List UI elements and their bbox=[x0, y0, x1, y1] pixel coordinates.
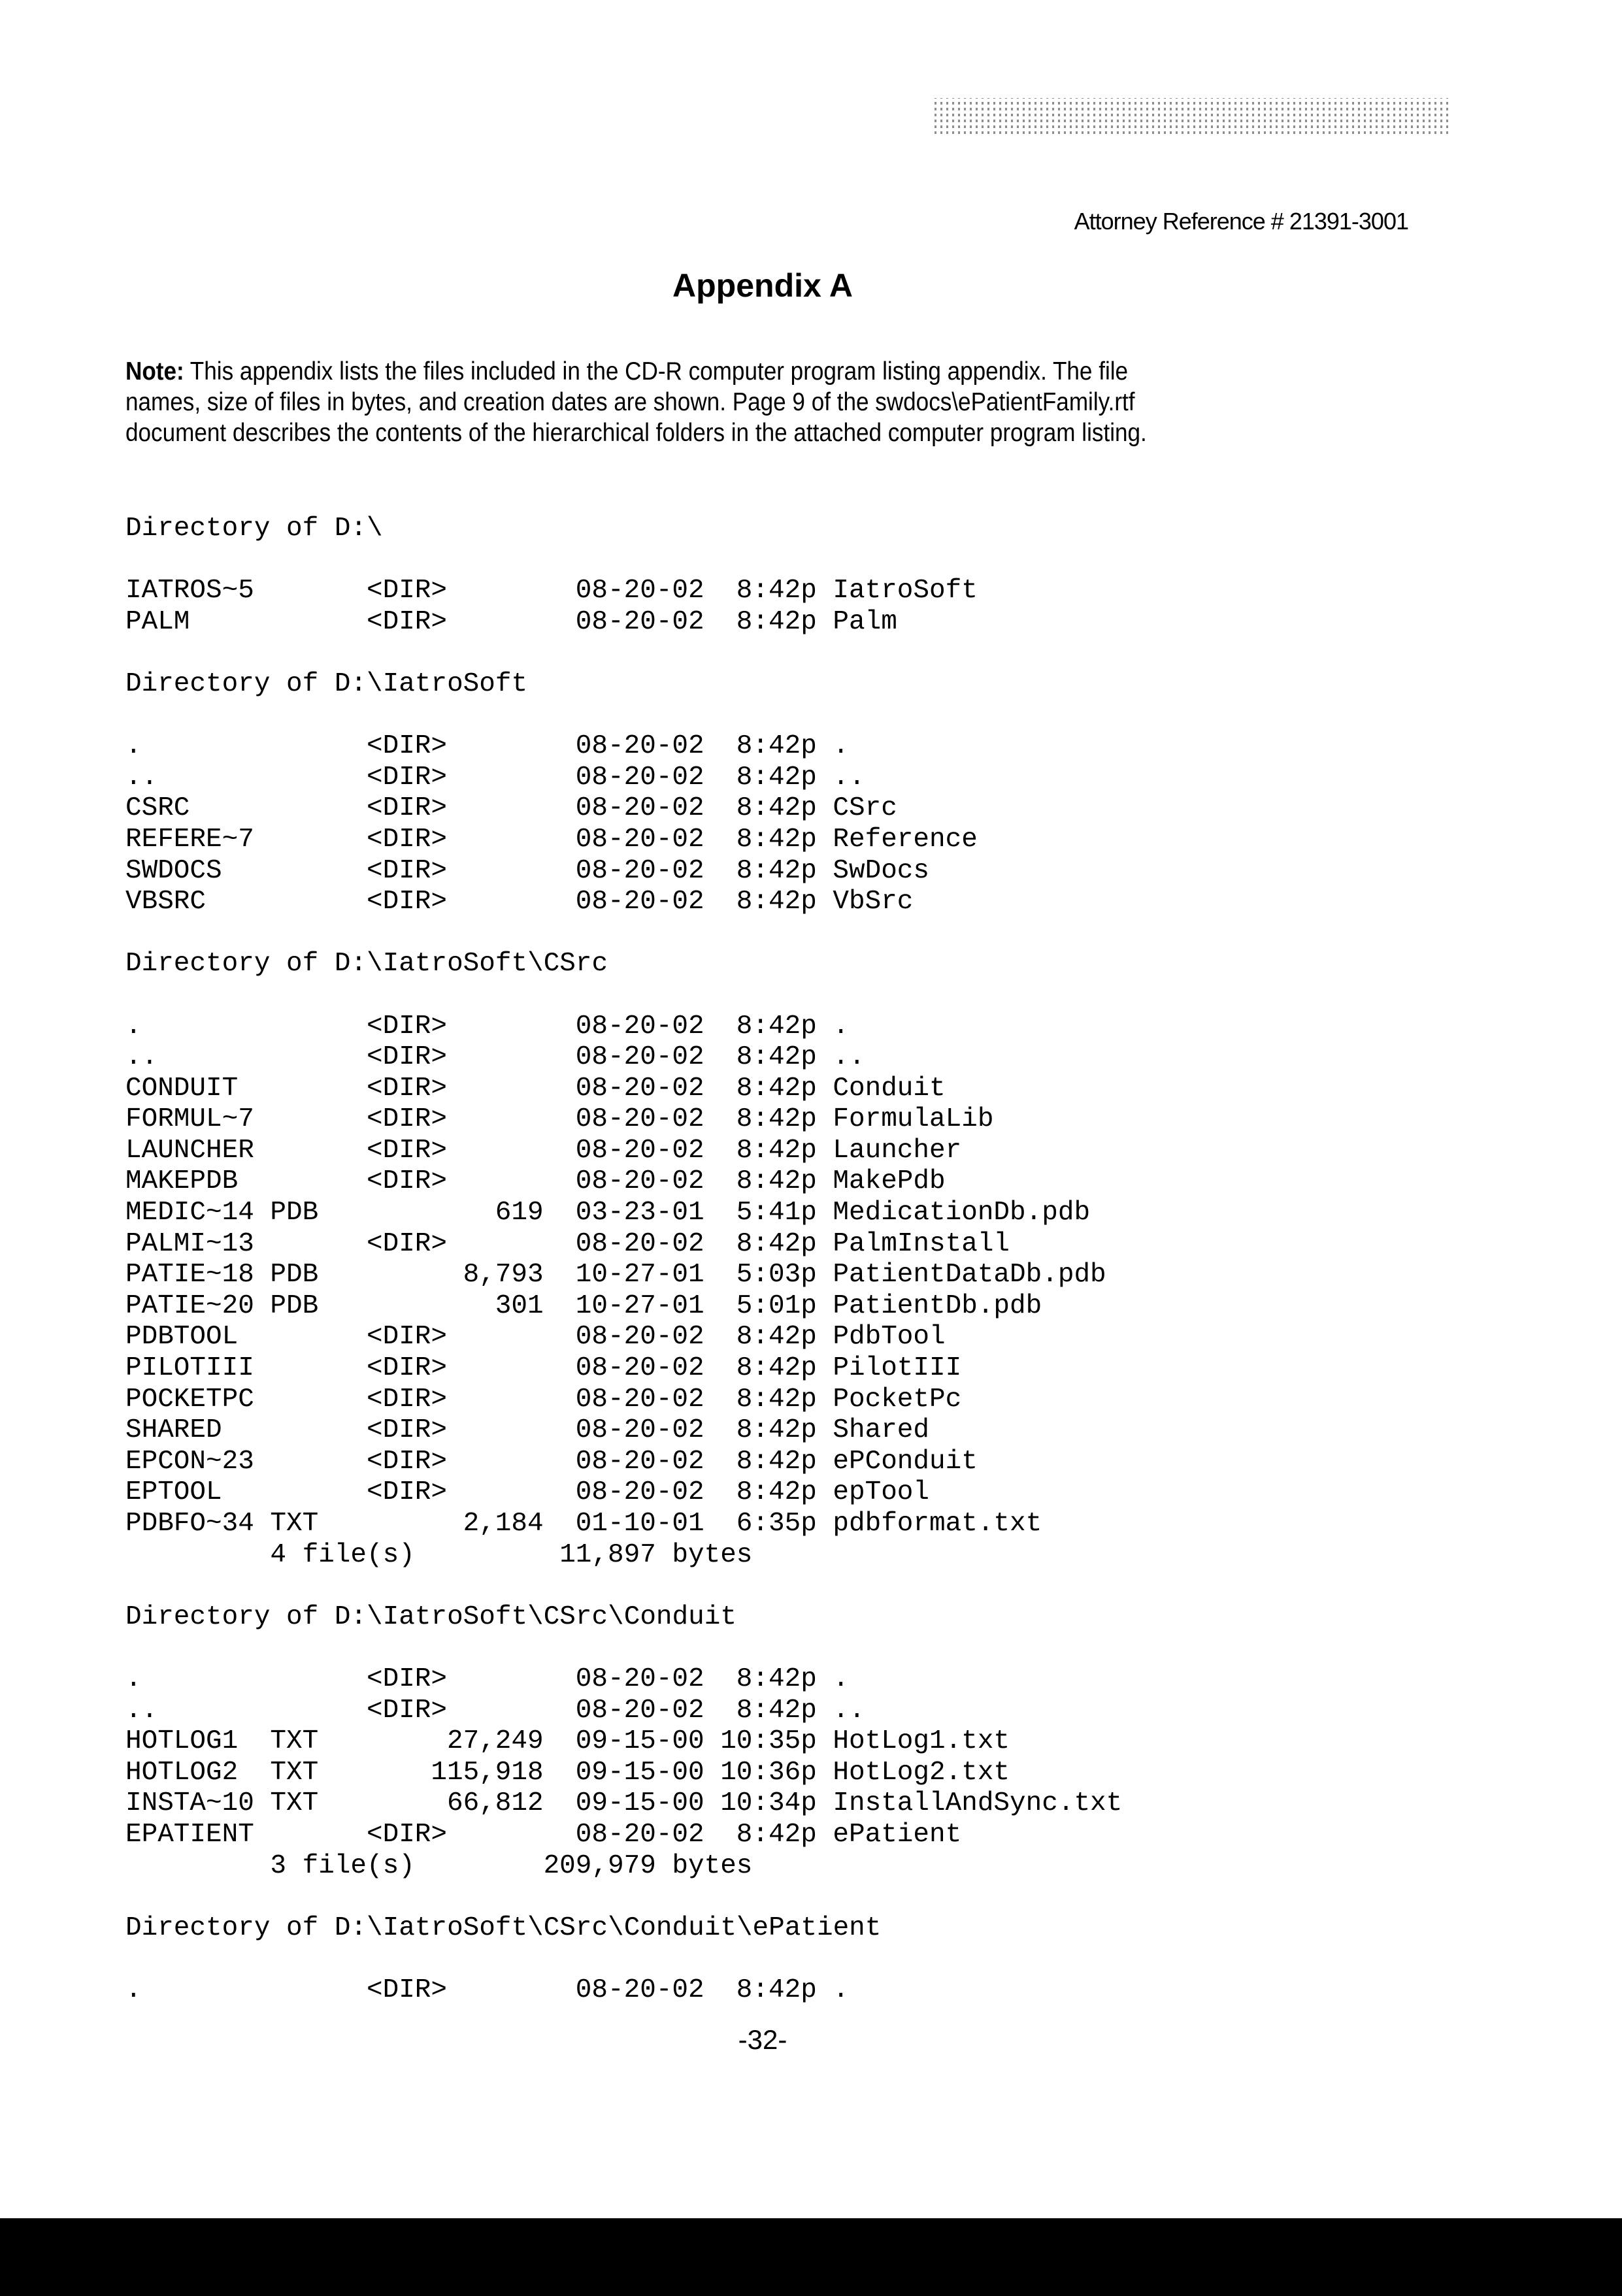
file-date: 08-20-02 bbox=[576, 763, 704, 794]
file-date: 08-20-02 bbox=[576, 1415, 704, 1447]
file-extension: TXT bbox=[270, 1726, 318, 1758]
file-entry bbox=[125, 1385, 1563, 1416]
file-time: 10:34p bbox=[720, 1788, 817, 1820]
directory-summary bbox=[125, 1540, 1563, 1571]
note-line-2: names, size of files in bytes, and creation dates are shown. Page 9 of the swdocs\ePatientFamily.rtf bbox=[125, 387, 1147, 418]
long-name: PalmInstall bbox=[833, 1229, 1010, 1260]
file-size: 619 bbox=[495, 1198, 544, 1229]
file-date: 01-10-01 bbox=[576, 1509, 704, 1540]
short-name: .. bbox=[125, 1696, 157, 1727]
scan-border bbox=[0, 2218, 1622, 2296]
file-entry bbox=[125, 1509, 1563, 1540]
file-entry bbox=[125, 1447, 1563, 1478]
long-name: epTool bbox=[833, 1477, 929, 1509]
file-entry bbox=[125, 731, 1563, 763]
dir-marker: <DIR> bbox=[367, 1166, 447, 1198]
long-name: .. bbox=[833, 1042, 865, 1074]
file-date: 08-20-02 bbox=[576, 1820, 704, 1851]
file-entry bbox=[125, 1353, 1563, 1385]
directory-header bbox=[125, 1602, 1563, 1633]
file-entry bbox=[125, 1042, 1563, 1074]
file-time: 6:35p bbox=[737, 1509, 817, 1540]
blank-line bbox=[125, 1633, 1563, 1664]
file-size: 66,812 bbox=[447, 1788, 544, 1820]
long-name: . bbox=[833, 1011, 849, 1043]
file-time: 5:41p bbox=[737, 1198, 817, 1229]
long-name: HotLog1.txt bbox=[833, 1726, 1010, 1758]
dir-marker: <DIR> bbox=[367, 825, 447, 856]
file-time: 8:42p bbox=[737, 1011, 817, 1043]
file-time: 10:36p bbox=[720, 1758, 817, 1789]
file-date: 08-20-02 bbox=[576, 1975, 704, 2007]
file-time: 5:03p bbox=[737, 1260, 817, 1291]
dir-marker: <DIR> bbox=[367, 1696, 447, 1727]
file-extension: TXT bbox=[270, 1788, 318, 1820]
short-name: REFERE~7 bbox=[125, 825, 254, 856]
file-time: 8:42p bbox=[737, 1415, 817, 1447]
file-entry bbox=[125, 1229, 1563, 1260]
long-name: Launcher bbox=[833, 1136, 961, 1167]
file-date: 08-20-02 bbox=[576, 856, 704, 887]
short-name: PDBTOOL bbox=[125, 1322, 238, 1353]
file-time: 8:42p bbox=[737, 1385, 817, 1416]
dir-marker: <DIR> bbox=[367, 1229, 447, 1260]
blank-line bbox=[125, 1882, 1563, 1913]
directory-header bbox=[125, 949, 1563, 980]
short-name: PDBFO~34 bbox=[125, 1509, 254, 1540]
short-name: .. bbox=[125, 1042, 157, 1074]
short-name: CSRC bbox=[125, 793, 190, 825]
file-time: 8:42p bbox=[737, 607, 817, 638]
blank-line bbox=[125, 545, 1563, 576]
file-time: 8:42p bbox=[737, 1447, 817, 1478]
long-name: .. bbox=[833, 1696, 865, 1727]
file-entry bbox=[125, 607, 1563, 638]
file-extension: PDB bbox=[270, 1260, 318, 1291]
short-name: LAUNCHER bbox=[125, 1136, 254, 1167]
file-date: 10-27-01 bbox=[576, 1260, 704, 1291]
file-entry bbox=[125, 1788, 1563, 1820]
short-name: MEDIC~14 bbox=[125, 1198, 254, 1229]
file-size: 8,793 bbox=[463, 1260, 544, 1291]
file-time: 8:42p bbox=[737, 1975, 817, 2007]
dir-marker: <DIR> bbox=[367, 576, 447, 607]
file-size: 115,918 bbox=[431, 1758, 543, 1789]
file-date: 08-20-02 bbox=[576, 1042, 704, 1074]
short-name: EPCON~23 bbox=[125, 1447, 254, 1478]
file-date: 08-20-02 bbox=[576, 1104, 704, 1136]
long-name: . bbox=[833, 731, 849, 763]
file-extension: TXT bbox=[270, 1758, 318, 1789]
short-name: . bbox=[125, 1975, 142, 2007]
short-name: SWDOCS bbox=[125, 856, 222, 887]
file-time: 8:42p bbox=[737, 1042, 817, 1074]
file-entry bbox=[125, 1291, 1563, 1322]
page-number: -32- bbox=[0, 2024, 1525, 2056]
file-date: 08-20-02 bbox=[576, 1166, 704, 1198]
file-size: 2,184 bbox=[463, 1509, 544, 1540]
dir-marker: <DIR> bbox=[367, 1074, 447, 1105]
file-entry bbox=[125, 825, 1563, 856]
file-entry bbox=[125, 1758, 1563, 1789]
dir-marker: <DIR> bbox=[367, 731, 447, 763]
dir-marker: <DIR> bbox=[367, 793, 447, 825]
file-time: 10:35p bbox=[720, 1726, 817, 1758]
file-entry bbox=[125, 1104, 1563, 1136]
file-entry bbox=[125, 1664, 1563, 1696]
file-time: 5:01p bbox=[737, 1291, 817, 1322]
file-date: 08-20-02 bbox=[576, 1229, 704, 1260]
short-name: PALMI~13 bbox=[125, 1229, 254, 1260]
directory-path: Directory of D:\IatroSoft\CSrc bbox=[125, 949, 608, 980]
total-bytes: 11,897 bbox=[559, 1540, 656, 1571]
short-name: PALM bbox=[125, 607, 190, 638]
dir-marker: <DIR> bbox=[367, 763, 447, 794]
file-time: 8:42p bbox=[737, 1166, 817, 1198]
file-count: 4 file(s) bbox=[270, 1540, 414, 1571]
file-entry bbox=[125, 1696, 1563, 1727]
long-name: ePatient bbox=[833, 1820, 961, 1851]
short-name: POCKETPC bbox=[125, 1385, 254, 1416]
file-time: 8:42p bbox=[737, 1104, 817, 1136]
file-date: 08-20-02 bbox=[576, 825, 704, 856]
long-name: PatientDb.pdb bbox=[833, 1291, 1042, 1322]
file-entry bbox=[125, 1011, 1563, 1043]
file-date: 08-20-02 bbox=[576, 887, 704, 918]
file-count: 3 file(s) bbox=[270, 1851, 414, 1882]
dir-marker: <DIR> bbox=[367, 856, 447, 887]
long-name: HotLog2.txt bbox=[833, 1758, 1010, 1789]
long-name: SwDocs bbox=[833, 856, 929, 887]
file-date: 09-15-00 bbox=[576, 1726, 704, 1758]
long-name: VbSrc bbox=[833, 887, 913, 918]
note-paragraph bbox=[125, 356, 1260, 448]
total-bytes: 209,979 bbox=[544, 1851, 656, 1882]
file-entry bbox=[125, 793, 1563, 825]
file-extension: PDB bbox=[270, 1198, 318, 1229]
file-entry bbox=[125, 1415, 1563, 1447]
file-date: 09-15-00 bbox=[576, 1788, 704, 1820]
file-time: 8:42p bbox=[737, 731, 817, 763]
blank-line bbox=[125, 638, 1563, 669]
file-time: 8:42p bbox=[737, 576, 817, 607]
file-date: 08-20-02 bbox=[576, 1074, 704, 1105]
file-time: 8:42p bbox=[737, 793, 817, 825]
long-name: PocketPc bbox=[833, 1385, 961, 1416]
file-entry bbox=[125, 763, 1563, 794]
directory-path: Directory of D:\IatroSoft bbox=[125, 669, 527, 700]
scanned-stamp-marks bbox=[935, 98, 1451, 134]
long-name: . bbox=[833, 1664, 849, 1696]
dir-marker: <DIR> bbox=[367, 1820, 447, 1851]
blank-line bbox=[125, 980, 1563, 1011]
bytes-label: bytes bbox=[672, 1851, 752, 1882]
file-date: 08-20-02 bbox=[576, 1385, 704, 1416]
short-name: PATIE~18 bbox=[125, 1260, 254, 1291]
file-date: 08-20-02 bbox=[576, 576, 704, 607]
note-label: Note: bbox=[125, 357, 184, 385]
note-text: This appendix lists the files included in the CD-R computer program listing appendix. The file bbox=[184, 357, 1128, 385]
file-entry bbox=[125, 1074, 1563, 1105]
long-name: .. bbox=[833, 763, 865, 794]
short-name: EPATIENT bbox=[125, 1820, 254, 1851]
dir-marker: <DIR> bbox=[367, 1322, 447, 1353]
short-name: . bbox=[125, 1011, 142, 1043]
directory-path: Directory of D:\IatroSoft\CSrc\Conduit\ePatient bbox=[125, 1913, 881, 1944]
file-entry bbox=[125, 1198, 1563, 1229]
file-date: 08-20-02 bbox=[576, 1696, 704, 1727]
file-date: 08-20-02 bbox=[576, 1447, 704, 1478]
long-name: CSrc bbox=[833, 793, 897, 825]
file-time: 8:42p bbox=[737, 763, 817, 794]
file-size: 27,249 bbox=[447, 1726, 544, 1758]
long-name: InstallAndSync.txt bbox=[833, 1788, 1122, 1820]
file-date: 08-20-02 bbox=[576, 793, 704, 825]
file-time: 8:42p bbox=[737, 1074, 817, 1105]
file-entry bbox=[125, 1820, 1563, 1851]
dir-marker: <DIR> bbox=[367, 607, 447, 638]
file-time: 8:42p bbox=[737, 1353, 817, 1385]
file-entry bbox=[125, 856, 1563, 887]
directory-header bbox=[125, 1913, 1563, 1944]
file-date: 08-20-02 bbox=[576, 1322, 704, 1353]
file-time: 8:42p bbox=[737, 825, 817, 856]
dir-marker: <DIR> bbox=[367, 1011, 447, 1043]
blank-line bbox=[125, 1571, 1563, 1602]
short-name: HOTLOG2 bbox=[125, 1758, 238, 1789]
file-date: 08-20-02 bbox=[576, 731, 704, 763]
dir-marker: <DIR> bbox=[367, 1975, 447, 2007]
long-name: pdbformat.txt bbox=[833, 1509, 1042, 1540]
short-name: HOTLOG1 bbox=[125, 1726, 238, 1758]
directory-path: Directory of D:\ bbox=[125, 514, 383, 545]
file-date: 03-23-01 bbox=[576, 1198, 704, 1229]
file-entry bbox=[125, 1136, 1563, 1167]
directory-header bbox=[125, 669, 1563, 700]
long-name: Conduit bbox=[833, 1074, 945, 1105]
long-name: ePConduit bbox=[833, 1447, 977, 1478]
long-name: PatientDataDb.pdb bbox=[833, 1260, 1106, 1291]
short-name: . bbox=[125, 1664, 142, 1696]
short-name: VBSRC bbox=[125, 887, 206, 918]
short-name: .. bbox=[125, 763, 157, 794]
bytes-label: bytes bbox=[672, 1540, 752, 1571]
file-date: 09-15-00 bbox=[576, 1758, 704, 1789]
short-name: IATROS~5 bbox=[125, 576, 254, 607]
file-date: 08-20-02 bbox=[576, 1353, 704, 1385]
dir-marker: <DIR> bbox=[367, 1415, 447, 1447]
long-name: FormulaLib bbox=[833, 1104, 993, 1136]
file-time: 8:42p bbox=[737, 1322, 817, 1353]
directory-header bbox=[125, 514, 1563, 545]
long-name: PilotIII bbox=[833, 1353, 961, 1385]
dir-marker: <DIR> bbox=[367, 1353, 447, 1385]
short-name: PILOTIII bbox=[125, 1353, 254, 1385]
file-entry bbox=[125, 1322, 1563, 1353]
short-name: SHARED bbox=[125, 1415, 222, 1447]
directory-summary bbox=[125, 1851, 1563, 1882]
dir-marker: <DIR> bbox=[367, 887, 447, 918]
file-date: 08-20-02 bbox=[576, 1011, 704, 1043]
long-name: . bbox=[833, 1975, 849, 2007]
dir-marker: <DIR> bbox=[367, 1385, 447, 1416]
file-time: 8:42p bbox=[737, 1136, 817, 1167]
dir-marker: <DIR> bbox=[367, 1477, 447, 1509]
file-entry bbox=[125, 1975, 1563, 2007]
short-name: MAKEPDB bbox=[125, 1166, 238, 1198]
short-name: FORMUL~7 bbox=[125, 1104, 254, 1136]
note-line-3: document describes the contents of the hierarchical folders in the attached computer program listing. bbox=[125, 418, 1147, 448]
file-entry bbox=[125, 1477, 1563, 1509]
blank-line bbox=[125, 1944, 1563, 1975]
file-date: 10-27-01 bbox=[576, 1291, 704, 1322]
file-date: 08-20-02 bbox=[576, 1136, 704, 1167]
attorney-reference: Attorney Reference # 21391-3001 bbox=[1074, 208, 1408, 235]
file-date: 08-20-02 bbox=[576, 607, 704, 638]
blank-line bbox=[125, 918, 1563, 949]
file-size: 301 bbox=[495, 1291, 544, 1322]
long-name: Reference bbox=[833, 825, 977, 856]
long-name: MedicationDb.pdb bbox=[833, 1198, 1090, 1229]
short-name: EPTOOL bbox=[125, 1477, 222, 1509]
note-line-1 bbox=[125, 356, 1147, 387]
short-name: CONDUIT bbox=[125, 1074, 238, 1105]
file-date: 08-20-02 bbox=[576, 1664, 704, 1696]
dir-marker: <DIR> bbox=[367, 1136, 447, 1167]
file-time: 8:42p bbox=[737, 887, 817, 918]
file-entry bbox=[125, 887, 1563, 918]
file-entry bbox=[125, 1726, 1563, 1758]
directory-listing bbox=[125, 514, 1563, 2007]
dir-marker: <DIR> bbox=[367, 1664, 447, 1696]
dir-marker: <DIR> bbox=[367, 1104, 447, 1136]
short-name: PATIE~20 bbox=[125, 1291, 254, 1322]
file-time: 8:42p bbox=[737, 1696, 817, 1727]
long-name: IatroSoft bbox=[833, 576, 977, 607]
dir-marker: <DIR> bbox=[367, 1042, 447, 1074]
file-extension: PDB bbox=[270, 1291, 318, 1322]
short-name: INSTA~10 bbox=[125, 1788, 254, 1820]
long-name: Shared bbox=[833, 1415, 929, 1447]
file-time: 8:42p bbox=[737, 1229, 817, 1260]
long-name: MakePdb bbox=[833, 1166, 945, 1198]
file-date: 08-20-02 bbox=[576, 1477, 704, 1509]
file-time: 8:42p bbox=[737, 1664, 817, 1696]
directory-path: Directory of D:\IatroSoft\CSrc\Conduit bbox=[125, 1602, 737, 1633]
blank-line bbox=[125, 700, 1563, 732]
file-time: 8:42p bbox=[737, 1477, 817, 1509]
short-name: . bbox=[125, 731, 142, 763]
file-entry bbox=[125, 1260, 1563, 1291]
file-time: 8:42p bbox=[737, 856, 817, 887]
page-title: Appendix A bbox=[0, 267, 1525, 304]
file-entry bbox=[125, 1166, 1563, 1198]
file-entry bbox=[125, 576, 1563, 607]
file-extension: TXT bbox=[270, 1509, 318, 1540]
long-name: PdbTool bbox=[833, 1322, 945, 1353]
file-time: 8:42p bbox=[737, 1820, 817, 1851]
long-name: Palm bbox=[833, 607, 897, 638]
dir-marker: <DIR> bbox=[367, 1447, 447, 1478]
